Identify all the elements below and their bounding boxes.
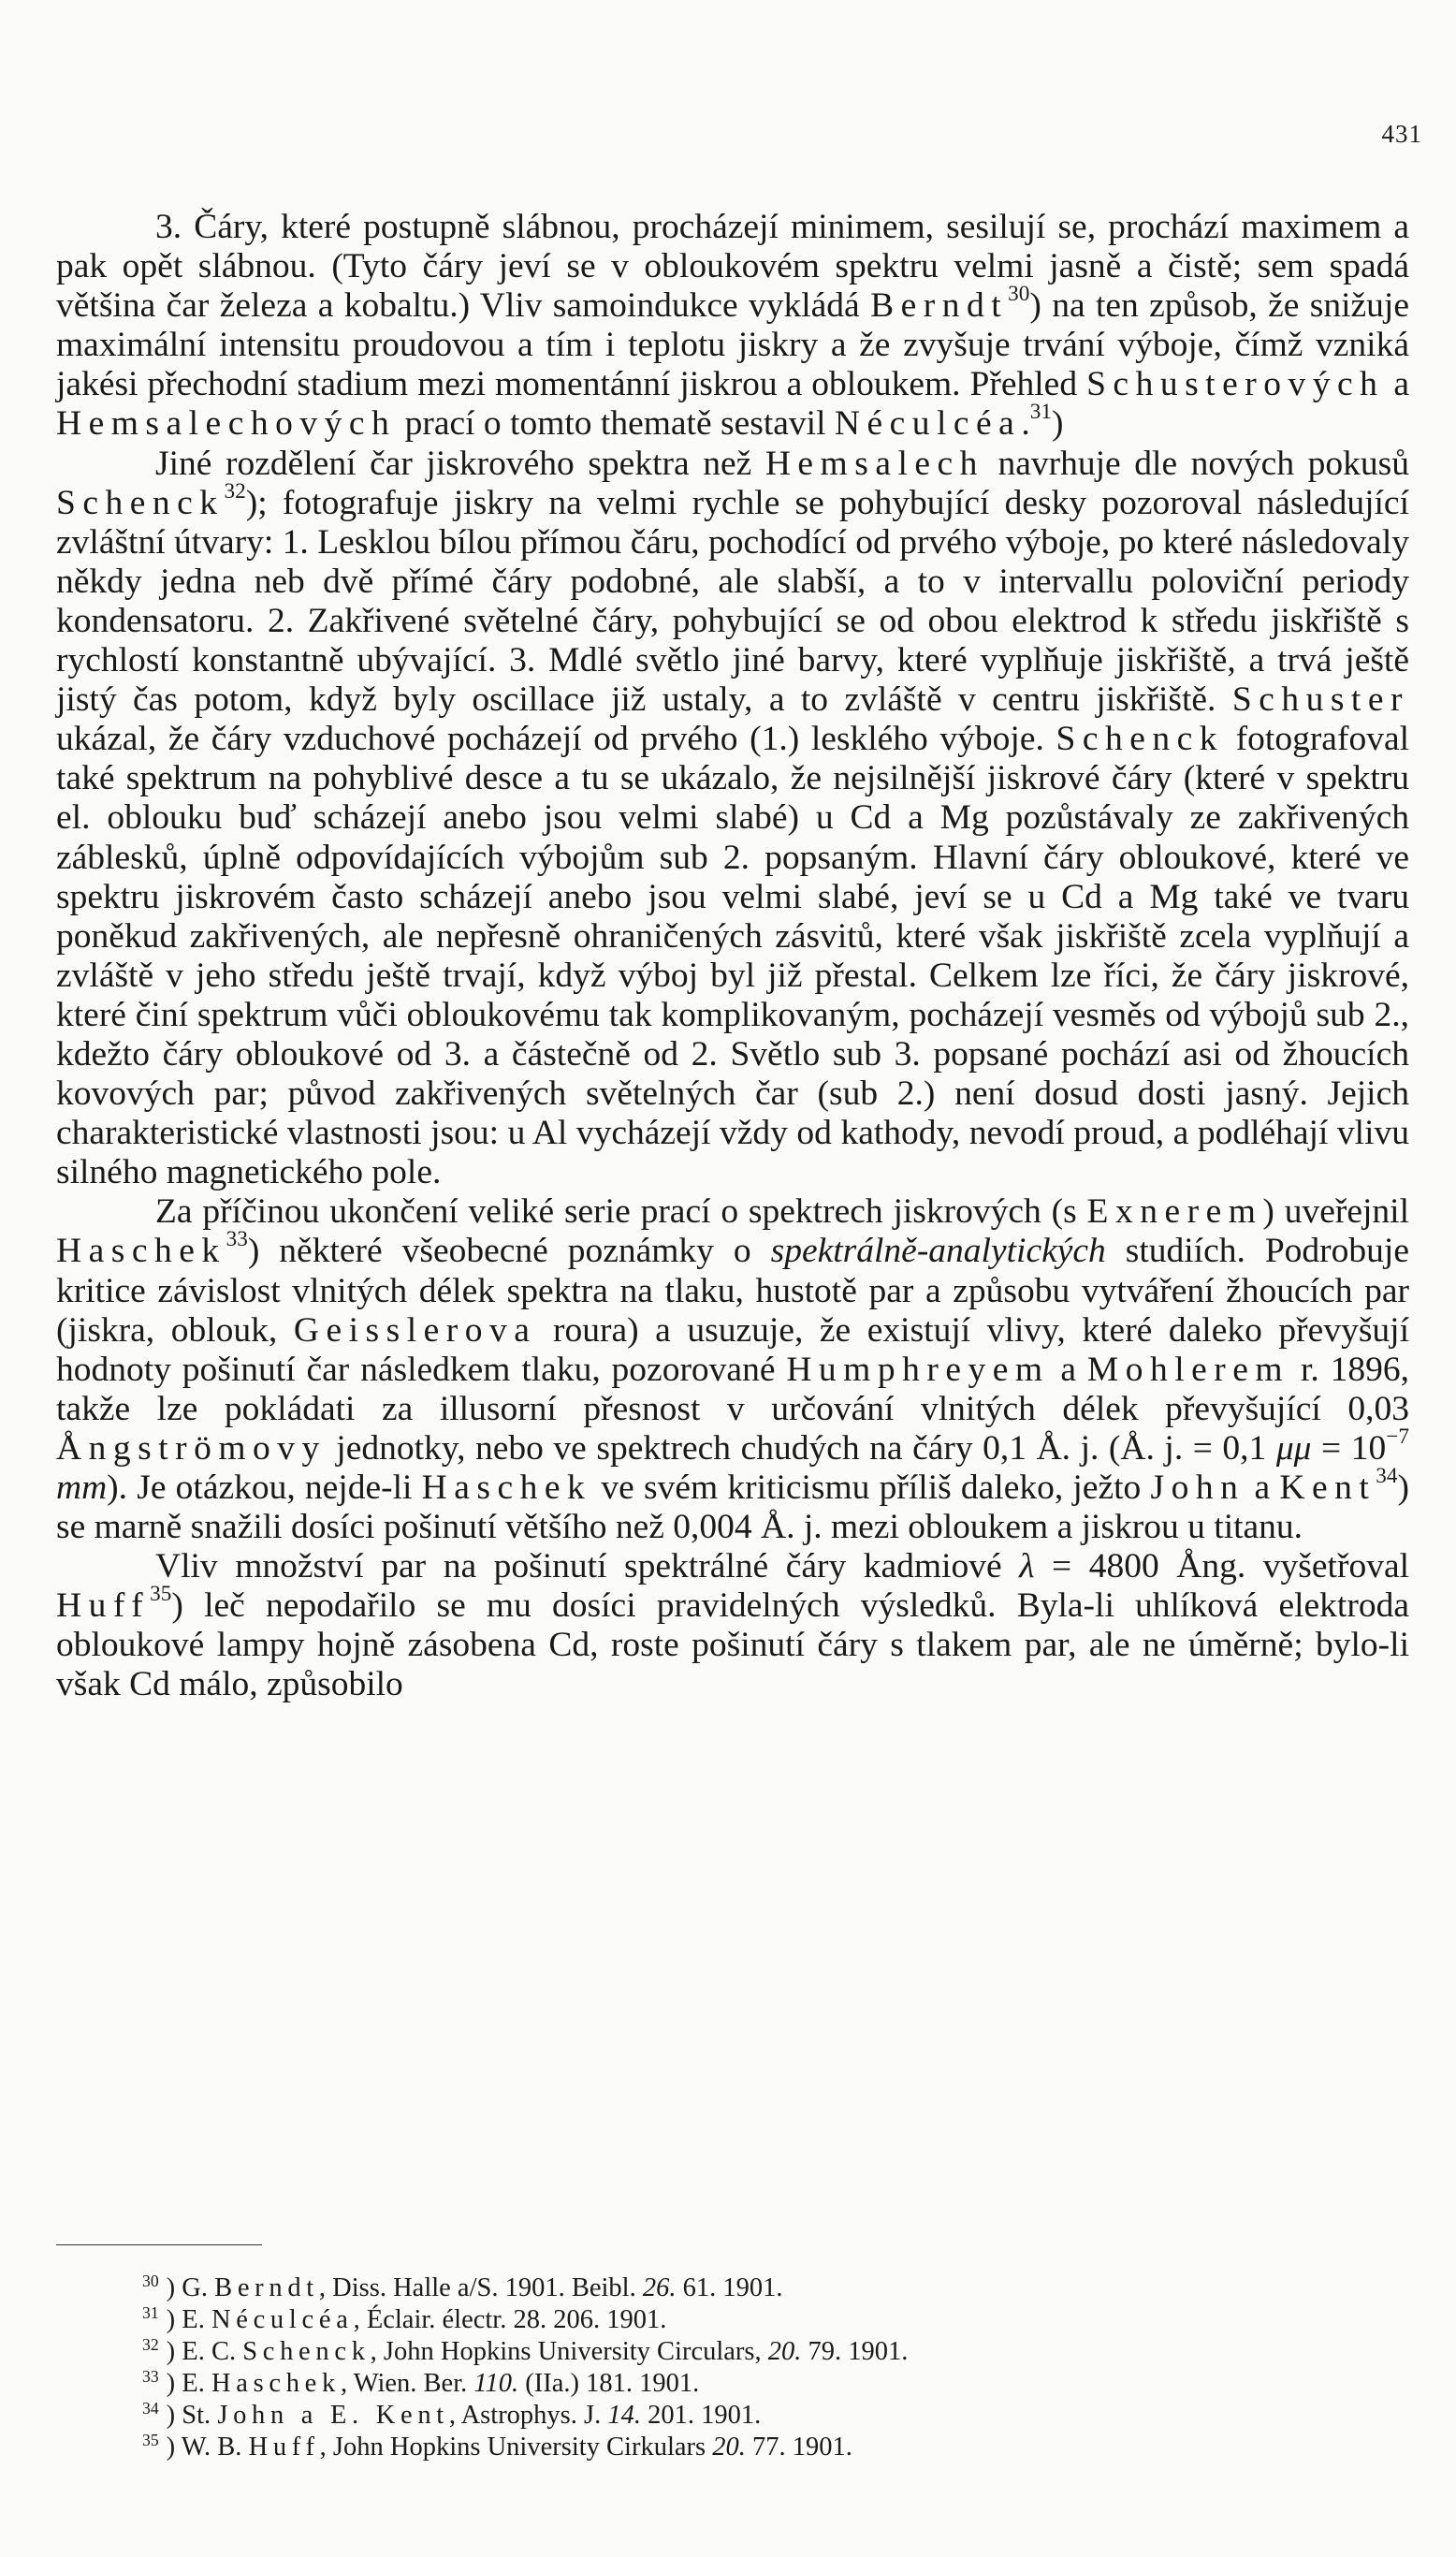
footnote-ref: 33 [226, 1227, 248, 1252]
paragraph: Za příčinou ukončení veliké serie prací o spektrech jiskrových (s Exnerem) uveřejnil Haschek$^{33}$) některé všeobecné poznámky o spektrálně-analytických studiích. Podrobuje kritice závislost vlnitých délek spektra na tlaku, hustotě par a způsobu vytváření žhoucích par (jiskra, oblouk, Geisslerova roura) a usuzuje, že existují vlivy, které daleko převyšují hodnoty pošinutí čar následkem tlaku, pozorované Humphreyem a Mohlerem r. 1896, takže lze pokládati za illusorní přesnost v určování vlnitých délek převyšující 0,03 Ångströmovy jednotky, nebo ve spektrech chudých na čáry 0,1 Å. j. (Å. j. = 0,1 $\mu\mu = 10^{-7}$ mm). Je otázkou, nejde-li Haschek ve svém kriticismu příliš daleko, ježto John a Kent$^{34}$) se marně snažili dosíci pošinutí většího než 0,004 Å. j. mezi obloukem a jiskrou u titanu. [56, 1192, 1410, 1547]
author-name: Haschek [56, 1232, 226, 1271]
author-name: Kent [1279, 1468, 1376, 1507]
footnote: $^{31}$ ) E. Néculcéa, Éclair. électr. 28. 206. 1901. [142, 2302, 667, 2334]
author-name: Geisslerova [293, 1310, 537, 1350]
footnote-ref: 32 [224, 478, 246, 504]
author-name: Schenck [1056, 720, 1225, 759]
footnote: $^{35}$ ) W. B. Huff, John Hopkins University Cirkulars 20. 77. 1901. [142, 2430, 852, 2462]
footnote-ref: 34 [1376, 1464, 1398, 1489]
author-name: Hemsalech [764, 444, 984, 483]
footnote-ref: 30 [1008, 282, 1030, 307]
page-number: 431 [1381, 120, 1422, 148]
author-name: Mohlerem [1086, 1350, 1290, 1389]
body-text [56, 208, 1409, 1705]
author-name: Ångströmovy [56, 1428, 327, 1468]
paragraph: Vliv množství par na pošinutí spektrálné čáry kadmiové λ = 4800 Ång. vyšetřoval Huff$^{35}$) leč nepodařilo se mu dosíci pravidelných výsledků. Byla-li uhlíková elektroda obloukové lampy hojně zásobena Cd, roste pošinutí čáry s tlakem par, ale ne úměrně; bylo-li však Cd málo, způsobilo [56, 1547, 1410, 1704]
paragraph: 3. Čáry, které postupně slábnou, procházejí minimem, sesilují se, prochází maximem a pak opět slábnou. (Tyto čáry jeví se v obloukovém spektru velmi jasně a čistě; sem spadá většina čar železa a kobaltu.) Vliv samoindukce vykládá Berndt$^{30}$) na ten způsob, že snižuje maximální intensitu proudovou a tím i teplotu jiskry a že zvyšuje trvání výboje, čímž vzniká jakési přechodní stadium mezi momentánní jiskrou a obloukem. Přehled Schusterových a Hemsalechových prací o tomto thematě sestavil Néculcéa.$^{31}$) [56, 208, 1410, 444]
author-name: Exnerem [1086, 1192, 1263, 1232]
footnote: $^{30}$ ) G. Berndt, Diss. Halle a/S. 1901. Beibl. 26. 61. 1901. [142, 2271, 783, 2302]
footnote: $^{33}$ ) E. Haschek, Wien. Ber. 110. (IIa.) 181. 1901. [142, 2366, 700, 2398]
footnote-ref: 35 [150, 1582, 172, 1607]
author-name: Hemsalechových [56, 404, 397, 444]
author-name: John [1150, 1468, 1245, 1507]
footnote-divider [56, 2244, 262, 2245]
author-name: Schuster [1231, 680, 1409, 720]
footnote: $^{32}$ ) E. C. Schenck, John Hopkins University Circulars, 20. 79. 1901. [142, 2334, 909, 2366]
author-name: Schenck [56, 483, 225, 522]
author-name: Néculcéa [834, 404, 1022, 444]
paragraph: Jiné rozdělení čar jiskrového spektra než Hemsalech navrhuje dle nových pokusů Schenck$^{32}$); fotografuje jiskry na velmi rychle se pohybující desky pozoroval následující zvláštní útvary: 1. Lesklou bílou přímou čáru, pochodící od prvého výboje, po které následovaly někdy jedna neb dvě přímé čáry podobné, ale slabší, a to v intervallu poloviční periody kondensatoru. 2. Zakřivené světelné čáry, pohybující se od obou elektrod k středu jiskřiště s rychlostí konstantně ubývající. 3. Mdlé světlo jiné barvy, které vyplňuje jiskřiště, a trvá ještě jistý čas potom, když byly oscillace již ustaly, a to zvláště v centru jiskřiště. Schuster ukázal, že čáry vzduchové pocházejí od prvého (1.) lesklého výboje. Schenck fotografoval také spektrum na pohyblivé desce a tu se ukázalo, že nejsilnější jiskrové čáry (které v spektru el. oblouku buď scházejí anebo jsou velmi slabé) u Cd a Mg pozůstávaly ze zakřivených záblesků, úplně odpovídajících výbojům sub 2. popsaným. Hlavní čáry obloukové, které ve spektru jiskrovém často scházejí anebo jsou velmi slabé, jeví se u Cd a Mg také ve tvaru poněkud zakřivených, ale nepřesně ohraničených zásvitů, které však jiskřiště zcela vyplňují a zvláště v jeho středu ještě trvají, když výboj byl již přestal. Celkem lze říci, že čáry jiskrové, které činí spektrum vůči obloukovému tak komplikovaným, pocházejí vesměs od výbojů sub 2., kdežto čáry obloukové od 3. a částečně od 2. Světlo sub 3. popsané pochází asi od žhoucích kovových par; původ zakřivených světelných čar (sub 2.) není dosud dosti jasný. Jejich charakteristické vlastnosti jsou: u Al vycházejí vždy od kathody, nevodí proud, a podléhají vlivu silného magnetického pole. [56, 444, 1410, 1192]
author-name: Haschek [421, 1468, 592, 1507]
footnote: $^{34}$ ) St. John a E. Kent, Astrophys. J. 14. 201. 1901. [142, 2398, 762, 2430]
author-name: Berndt [870, 286, 1009, 326]
author-name: Schusterových [1086, 365, 1385, 404]
footnote-ref: 31 [1029, 400, 1052, 425]
footnotes [142, 2272, 1359, 2463]
author-name: Humphreyem [786, 1350, 1050, 1389]
author-name: Huff [56, 1586, 151, 1626]
